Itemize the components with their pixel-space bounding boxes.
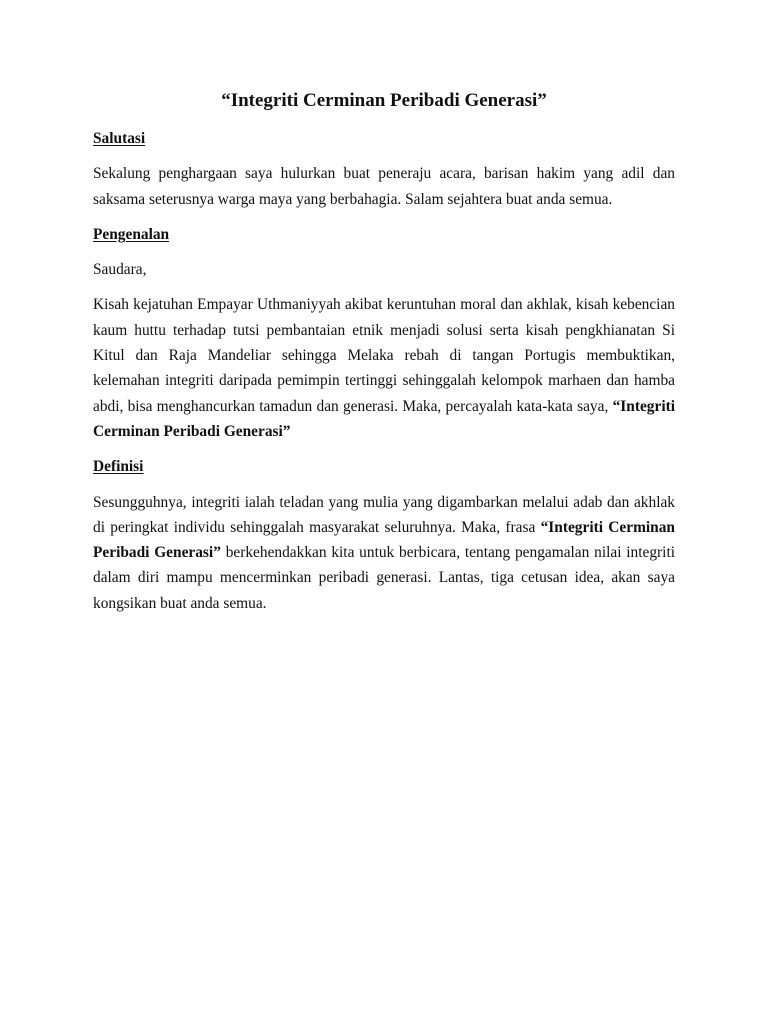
pengenalan-heading: Pengenalan [93,225,170,243]
pengenalan-bold-phrase: “Integriti Cerminan Peribadi Generasi” [93,397,675,440]
pengenalan-paragraph [93,292,675,444]
definisi-bold-phrase: “Integriti Cerminan Peribadi Generasi” [93,518,675,562]
salutasi-paragraph: Sekalung penghargaan saya hulurkan buat peneraju acara, barisan hakim yang adil dan saksama seterusnya warga maya yang berbahagia. Salam sejahtera buat anda semua. [93,165,675,208]
definisi-heading: Definisi [93,458,144,476]
definisi-paragraph-start: Sesungguhnya, integriti ialah teladan yang mulia yang digambarkan melalui adab dan akhlak di peringkat individu sehinggalah masyarakat seluruhnya. Maka, frasa [93,493,675,536]
definisi-paragraph [93,490,675,616]
pengenalan-paragraph-text: Kisah kejatuhan Empayar Uthmaniyyah akibat keruntuhan moral dan akhlak, kisah kebencian kaum huttu terhadap tutsi pembantaian etnik menjadi solusi serta kisah pengkhianatan Si Kitul dan Raja Mandeliar sehingga Melaka rebah di tangan Portugis membuktikan, kelemahan integriti daripada pemimpin tertinggi sehinggalah kelompok marhaen dan hamba abdi, bisa menghancurkan tamadun dan generasi. Maka, percayalah kata-kata saya, [93,296,675,415]
salutasi-heading: Salutasi [93,130,146,147]
document-title: “Integriti Cerminan Peribadi Generasi” [221,90,547,111]
document-body [93,88,675,626]
definisi-paragraph-end: berkehendakkan kita untuk berbicara, tentang pengamalan nilai integriti dalam diri mampu mencerminkan peribadi generasi. Lantas, tiga cetusan idea, akan saya kongsikan buat anda semua. [93,544,675,612]
pengenalan-greeting: Saudara, [93,261,147,279]
